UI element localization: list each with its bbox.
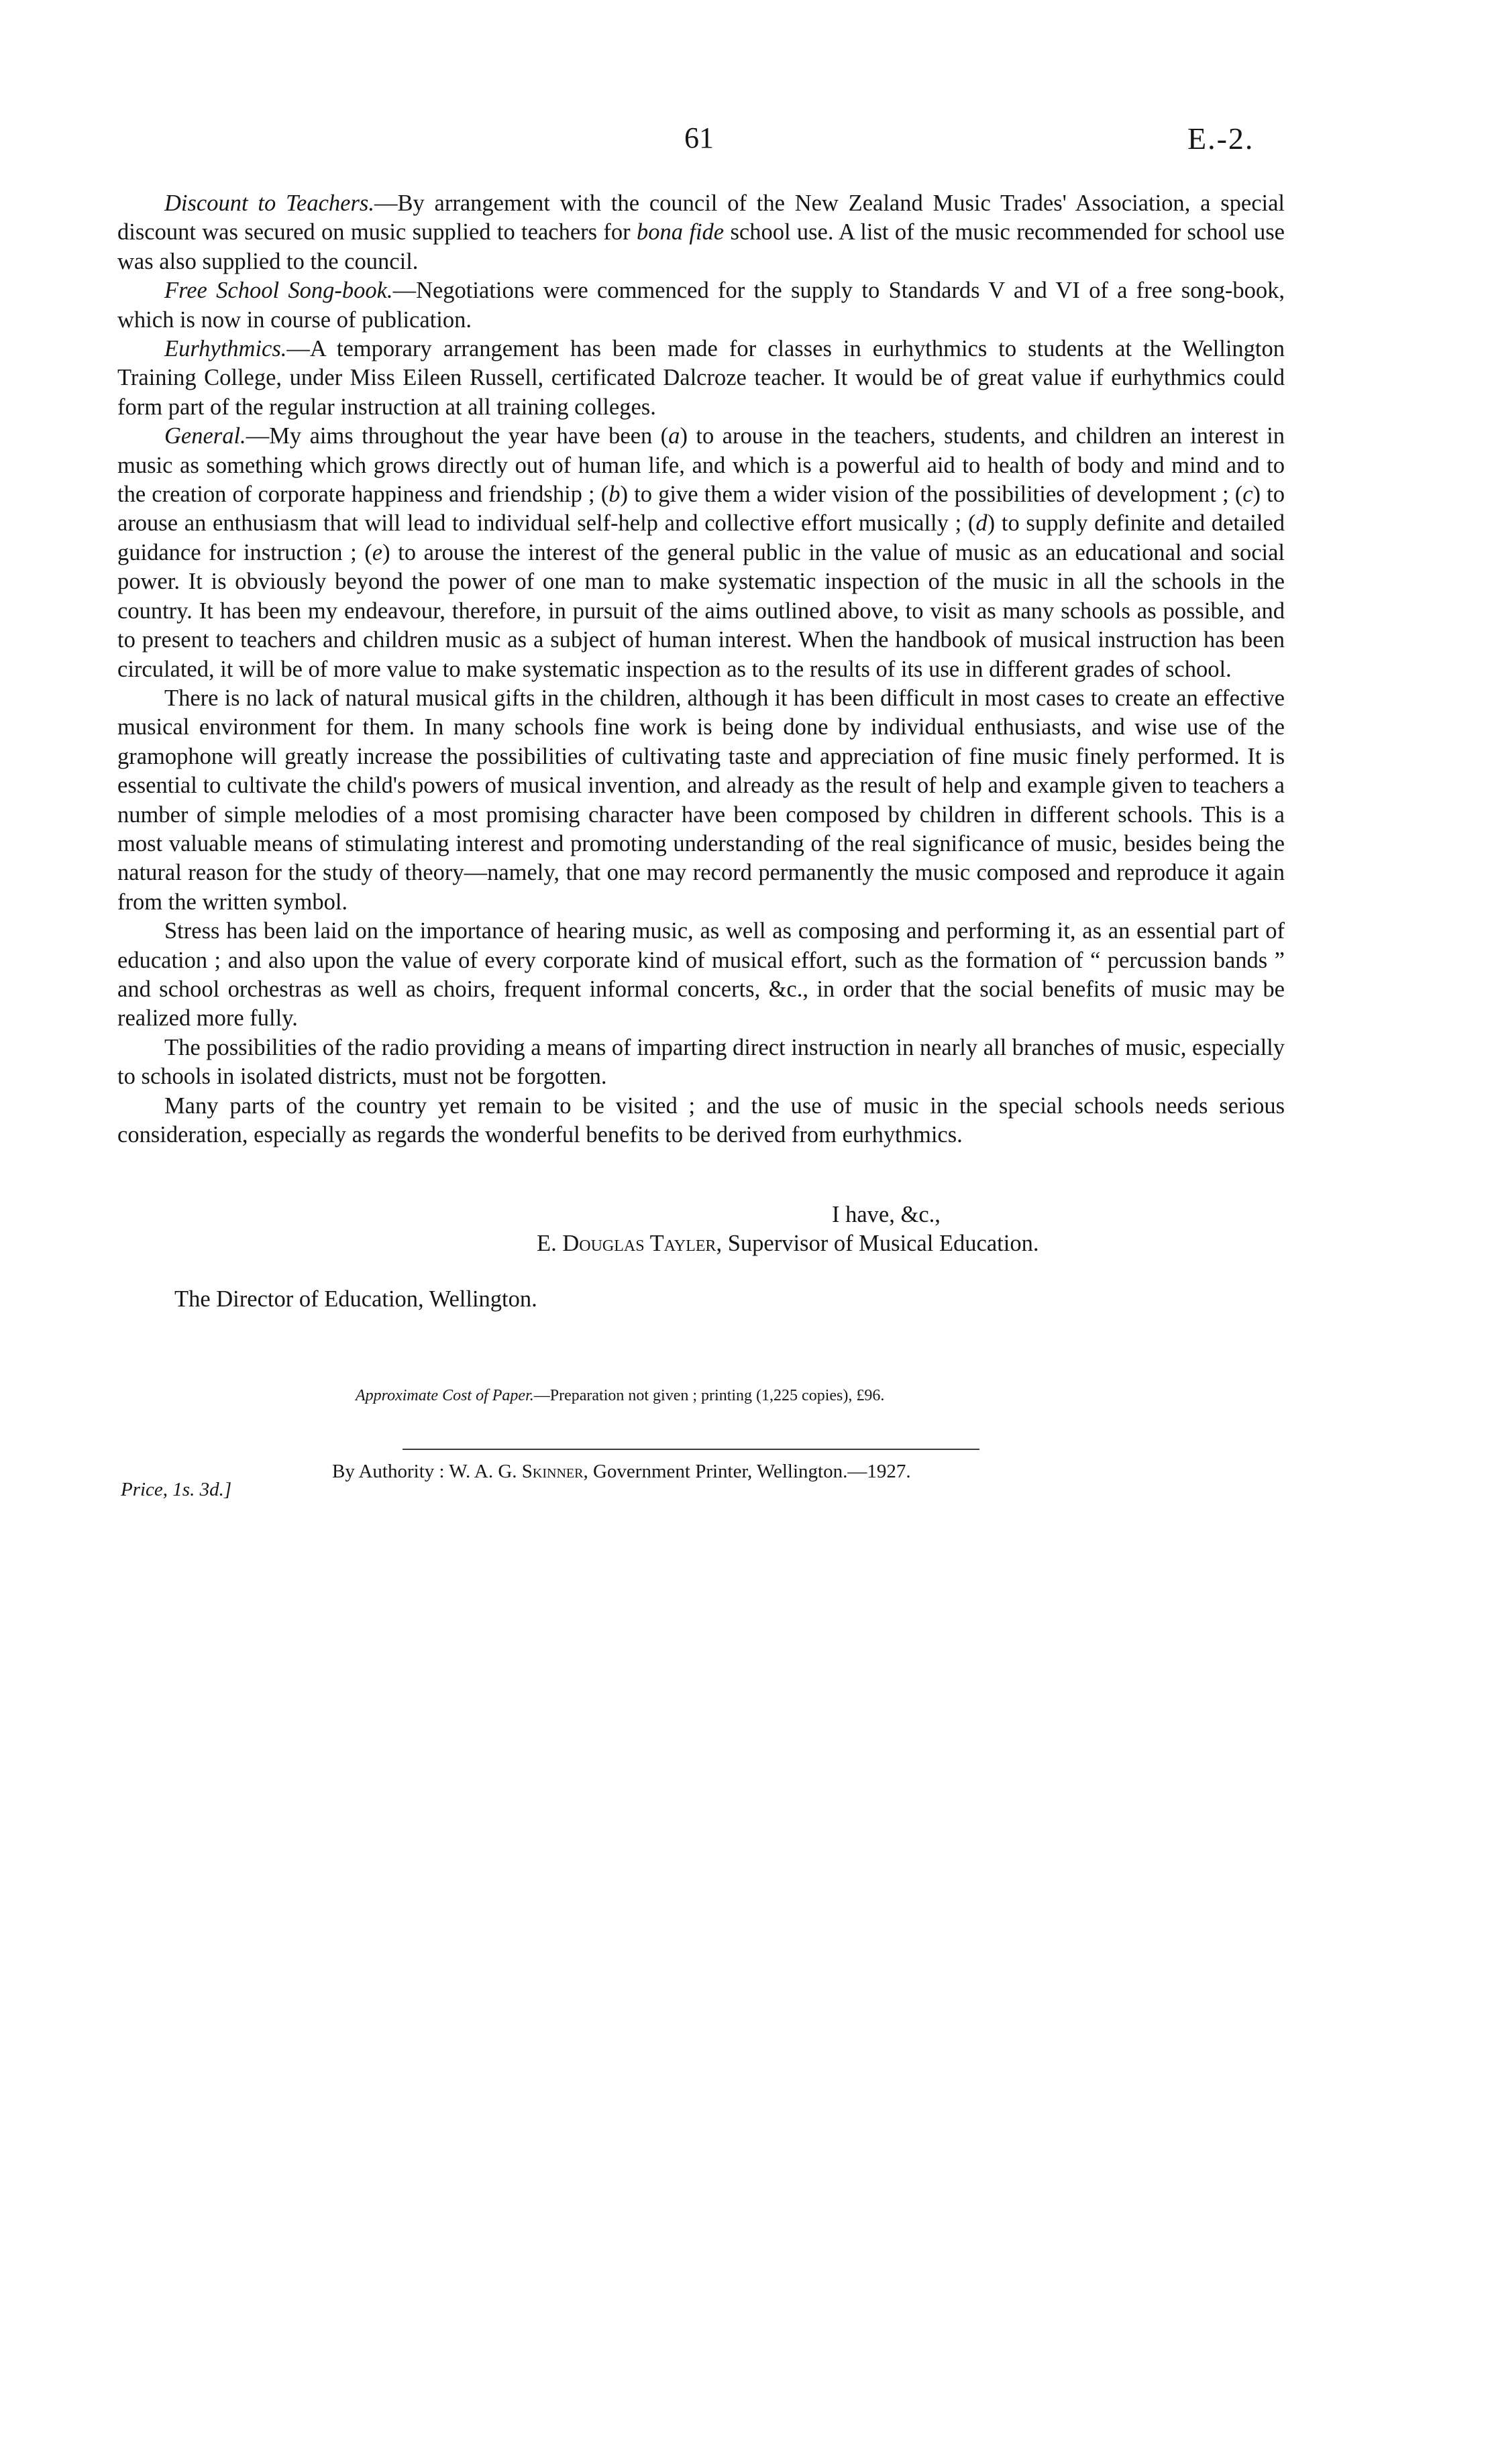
paragraph-eurhythmics: Eurhythmics.—A temporary arrangement has been made for classes in eurhythmics to students at the Wellington Training College, under Miss Eileen Russell, certificated Dalcroze teacher. It would be of great value if eurhythmics could form part of the regular instruction at all training colleges. (117, 336, 1285, 420)
paragraph-stress: Stress has been laid on the importance of hearing music, as well as composing and performing it, as an essential part of education ; and also upon the value of every corporate kind of musical effort, such as the formation of “ percussion bands ” and school orchestras as well as choirs, frequent informal concerts, &c., in order that the social benefits of music may be realized more fully. (117, 918, 1285, 1031)
heading-songbook: Free School Song-book. (164, 278, 393, 304)
signatory: E. Douglas Tayler, Supervisor of Musical Education. (537, 1231, 1039, 1257)
page-number: 61 (684, 121, 714, 154)
heading-general: General. (164, 423, 246, 449)
price-note: Price, 1s. 3d.] (121, 1479, 232, 1500)
paragraph-general: General.—My aims throughout the year have been (a) to arouse in the teachers, students, and children an interest in music as something which grows directly out of human life, and which is a powerful aid to health of body and mind and to the creation of corporate happiness and friendship ; (b) to give them a wider vision of the possibilities of development ; (c) to arouse an enthusiasm that will lead to individual self-help and collective effort musically ; (d) to supply definite and detailed guidance for instruction ; (e) to arouse the interest of the general public in the value of music as an educational and social power. It is obviously beyond the power of one man to make systematic inspection of the music in all the schools in the country. It has been my endeavour, therefore, in pursuit of the aims outlined above, to visit as many schools as possible, and to present to teachers and children music as a subject of human interest. When the handbook of musical instruction has been circulated, it will be of more value to make systematic inspection as to the results of its use in different grades of school. (117, 423, 1285, 682)
heading-eurhythmics: Eurhythmics. (164, 336, 287, 362)
paragraph-radio: The possibilities of the radio providing a means of imparting direct instruction in nearly all branches of music, especially to schools in isolated districts, must not be forgotten. (117, 1034, 1285, 1090)
paragraph-many-parts: Many parts of the country yet remain to be visited ; and the use of music in the special schools needs serious consideration, especially as regards the wonderful benefits to be derived from eurhythmics. (117, 1093, 1285, 1147)
footer-divider (403, 1449, 979, 1450)
addressee: The Director of Education, Wellington. (174, 1286, 537, 1312)
document-reference: E.-2. (1187, 121, 1255, 156)
cost-of-paper-note: Approximate Cost of Paper.—Preparation not given ; printing (1,225 copies), £96. (356, 1387, 885, 1404)
paragraph-songbook: Free School Song-book.—Negotiations were commenced for the supply to Standards V and VI of a free song-book, which is now in course of publication. (117, 278, 1285, 333)
signatory-name: Douglas Tayler (562, 1231, 716, 1257)
closing-signature (537, 1200, 1285, 1259)
report-body (117, 189, 1285, 1150)
printer-authority: By Authority : W. A. G. Skinner, Government Printer, Wellington.—1927. (332, 1461, 911, 1482)
heading-discount: Discount to Teachers. (164, 190, 374, 216)
paragraph-natural-gifts: There is no lack of natural musical gifts in the children, although it has been difficult in most cases to create an effective musical environment for them. In many schools fine work is being done by individual enthusiasts, and wise use of the gramophone will greatly increase the possibilities of cultivating taste and appreciation of fine music finely performed. It is essential to cultivate the child's powers of musical invention, and already as the result of help and example given to teachers a number of simple melodies of a most promising character have been composed by children in different schools. This is a most valuable means of stimulating interest and promoting understanding of the real significance of music, besides being the natural reason for the study of theory—namely, that one may record permanently the music composed and reproduce it again from the written symbol. (117, 685, 1285, 915)
paragraph-discount: Discount to Teachers.—By arrangement with the council of the New Zealand Music Trades' Association, a special discount was secured on music supplied to teachers for bona fide school use. A list of the music recommended for school use was also supplied to the council. (117, 190, 1285, 274)
salutation: I have, &c., (832, 1202, 941, 1227)
